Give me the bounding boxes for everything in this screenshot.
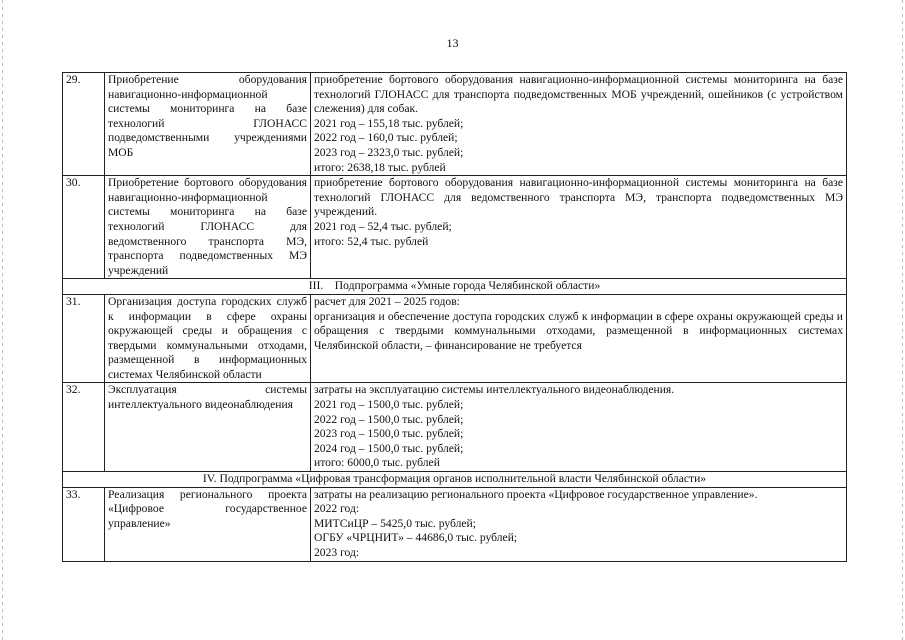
table-row (63, 73, 847, 176)
description-line: приобретение бортового оборудования навигационно-информационной системы мониторинга на базе технологий ГЛОНАСС для ведомственного транспорта МЭ, транспорта подведомственных МЭ учреждений. (314, 176, 843, 219)
description-line: приобретение бортового оборудования навигационно-информационной системы мониторинга на базе технологий ГЛОНАСС для транспорта подведомственных МОБ учреждений, ошейников (с устройством слежения) для собак. (314, 73, 843, 116)
section-header-row (63, 472, 847, 488)
description-line: 2021 год – 52,4 тыс. рублей; (314, 219, 452, 233)
measure-name: Организация доступа городских служб к информации в сфере охраны окружающей среды и обращения с твердыми коммунальными отходами, размещенной в информационных системах Челябинской области (105, 294, 311, 383)
section-title: IV. Подпрограмма «Цифровая трансформация органов исполнительной власти Челябинской области» (63, 472, 847, 488)
section-title: III. Подпрограмма «Умные города Челябинской области» (63, 279, 847, 295)
description-line: 2021 год – 1500,0 тыс. рублей; (314, 398, 464, 412)
measure-description (311, 383, 847, 472)
description-line: МИТСиЦР – 5425,0 тыс. рублей; (314, 516, 476, 530)
description-line: 2023 год – 2323,0 тыс. рублей; (314, 145, 464, 159)
measure-description (311, 73, 847, 176)
description-line: затраты на эксплуатацию системы интеллектуального видеонаблюдения. (314, 383, 675, 397)
measure-name: Приобретение бортового оборудования навигационно-информационной системы мониторинга на базе технологий ГЛОНАСС для ведомственного транспорта МЭ, транспорта подведомственных МЭ учреждений (105, 176, 311, 279)
row-number: 31. (63, 294, 105, 383)
measure-name: Реализация регионального проекта «Цифровое государственное управление» (105, 487, 311, 561)
measure-name: Приобретение оборудования навигационно-информационной системы мониторинга на базе технологий ГЛОНАСС подведомственными учреждениями МОБ (105, 73, 311, 176)
description-line: 2021 год – 155,18 тыс. рублей; (314, 116, 464, 130)
description-line: ОГБУ «ЧРЦНИТ» – 44686,0 тыс. рублей; (314, 531, 518, 545)
description-line: расчет для 2021 – 2025 годов: (314, 294, 460, 308)
row-number: 30. (63, 176, 105, 279)
description-line: 2024 год – 1500,0 тыс. рублей; (314, 441, 464, 455)
table-row (63, 176, 847, 279)
measure-description (311, 176, 847, 279)
description-line: итого: 6000,0 тыс. рублей (314, 456, 440, 470)
description-line: 2023 год: (314, 546, 360, 559)
description-line: затраты на реализацию регионального проекта «Цифровое государственное управление». (314, 487, 758, 501)
description-line: 2023 год – 1500,0 тыс. рублей; (314, 427, 464, 441)
table-row (63, 294, 847, 383)
scan-edge-right (902, 0, 903, 640)
description-line: 2022 год – 160,0 тыс. рублей; (314, 131, 458, 145)
description-line: итого: 52,4 тыс. рублей (314, 234, 429, 248)
table-row (63, 383, 847, 472)
row-number: 32. (63, 383, 105, 472)
measure-description (311, 294, 847, 383)
program-table (62, 72, 847, 562)
row-number: 29. (63, 73, 105, 176)
section-header-row (63, 279, 847, 295)
description-line: итого: 2638,18 тыс. рублей (314, 160, 446, 174)
table-row (63, 487, 847, 561)
description-line: 2022 год: (314, 502, 360, 516)
program-table-body (63, 73, 847, 562)
page-number: 13 (446, 36, 459, 50)
row-number: 33. (63, 487, 105, 561)
description-line: организация и обеспечение доступа городских служб к информации в сфере охраны окружающей среды и обращения с твердыми коммунальными отходами, размещенной в информационных системах Челябинской области, – финансирование не требуется (314, 309, 843, 352)
scan-edge-left (2, 0, 3, 640)
measure-name: Эксплуатация системы интеллектуального видеонаблюдения (105, 383, 311, 472)
description-line: 2022 год – 1500,0 тыс. рублей; (314, 412, 464, 426)
measure-description (311, 487, 847, 561)
